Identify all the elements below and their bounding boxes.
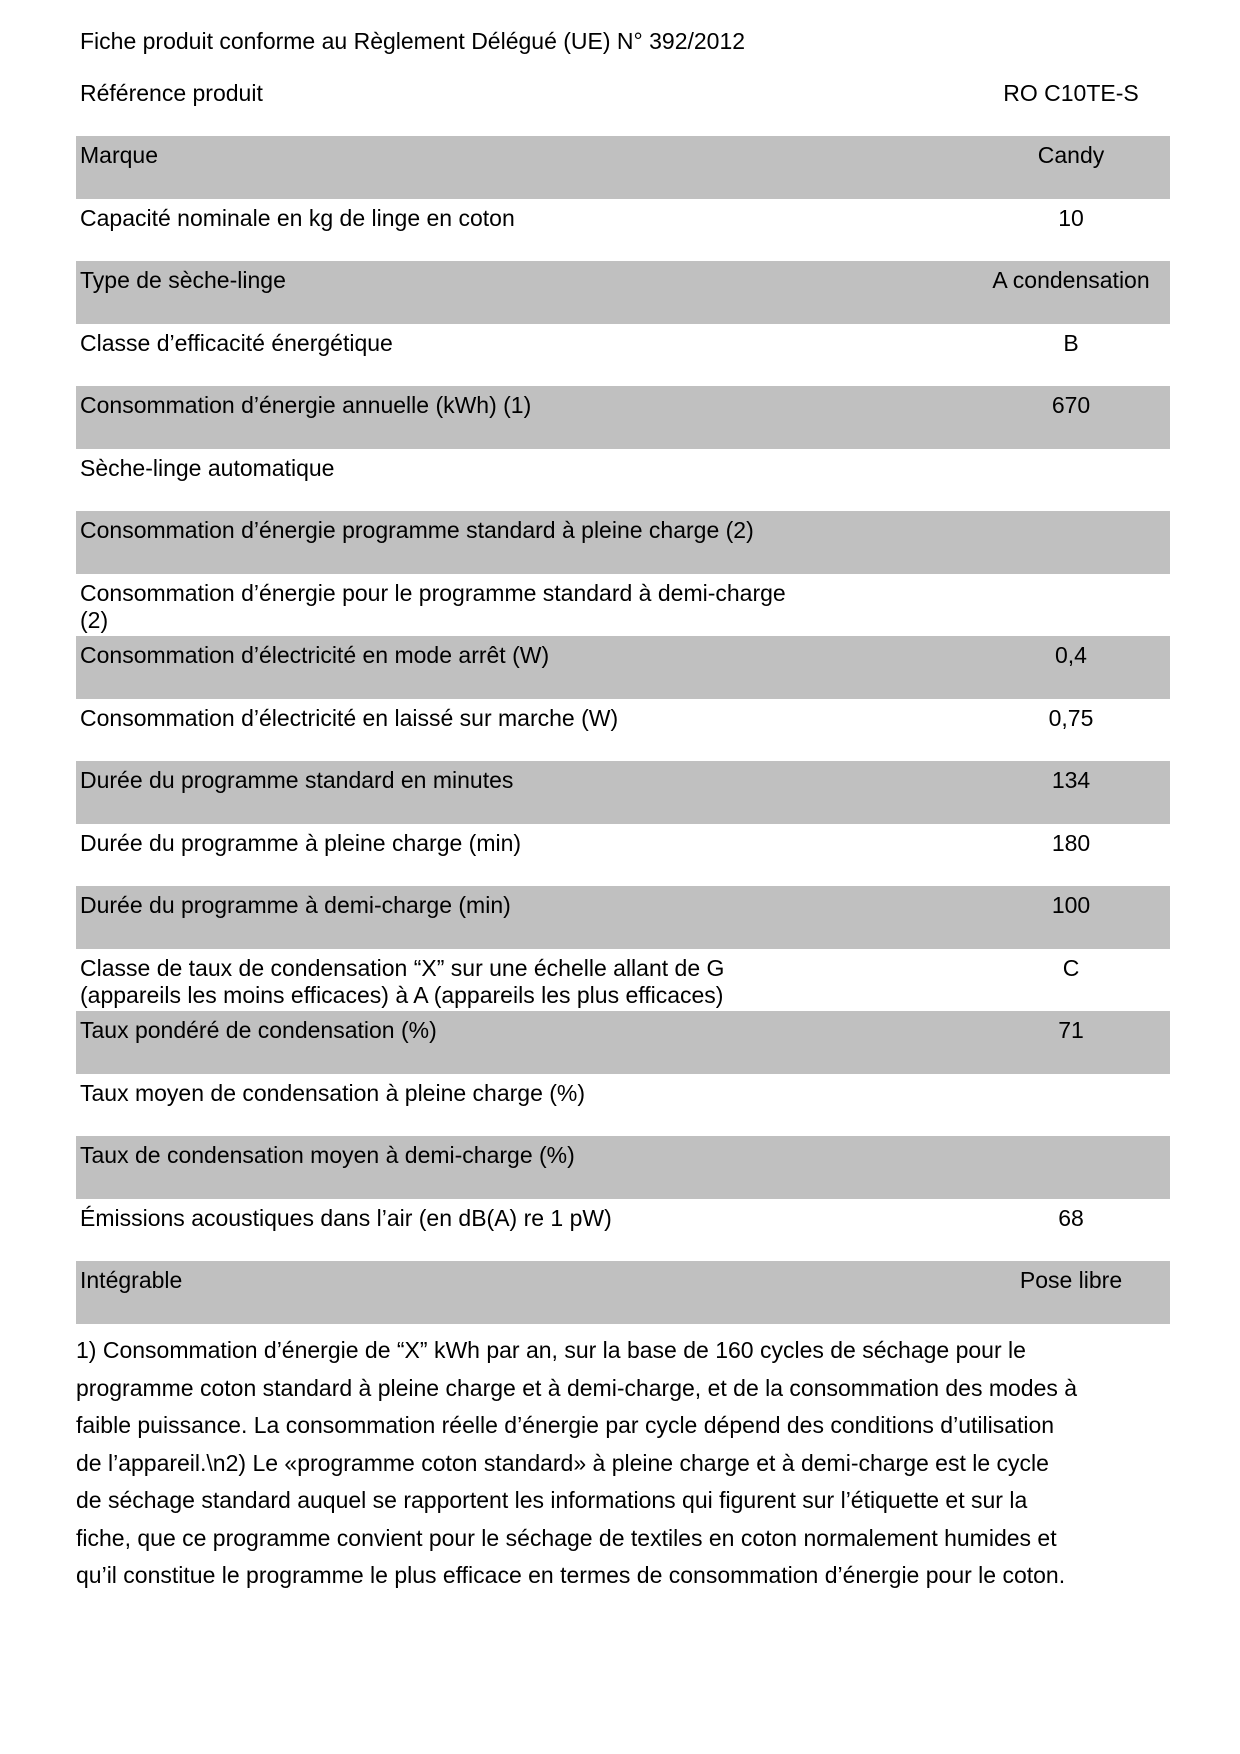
table-row bbox=[76, 136, 1170, 199]
table-row bbox=[76, 261, 1170, 324]
table-row bbox=[76, 386, 1170, 449]
table-row bbox=[76, 324, 1170, 387]
footnote-line: de séchage standard auquel se rapportent les informations qui figurent sur l’étiquette et sur la bbox=[76, 1487, 1028, 1513]
row-value: 670 bbox=[1051, 392, 1091, 418]
row-label: Intégrable bbox=[80, 1267, 183, 1293]
table-row bbox=[76, 1261, 1170, 1324]
row-value: 180 bbox=[1051, 829, 1091, 856]
row-label: Consommation d’énergie programme standard à pleine charge (2) bbox=[80, 517, 754, 543]
table-row bbox=[76, 1199, 1170, 1262]
row-value: 10 bbox=[1058, 204, 1084, 231]
row-label: Consommation d’électricité en laissé sur marche (W) bbox=[80, 704, 619, 731]
footnote-line: fiche, que ce programme convient pour le séchage de textiles en coton normalement humides et bbox=[76, 1524, 1057, 1551]
row-label: Consommation d’électricité en mode arrêt (W) bbox=[80, 642, 550, 668]
row-label: Taux moyen de condensation à pleine charge (%) bbox=[80, 1079, 586, 1106]
footnote bbox=[76, 1332, 1176, 1595]
table-row bbox=[76, 636, 1170, 699]
row-label: Sèche-linge automatique bbox=[80, 454, 335, 481]
table-row bbox=[76, 1074, 1170, 1137]
table-row bbox=[76, 886, 1170, 949]
footnote-line: programme coton standard à pleine charge et à demi-charge, et de la consommation des modes à bbox=[76, 1374, 1078, 1401]
table-row bbox=[76, 199, 1170, 262]
row-label: Durée du programme à demi-charge (min) bbox=[80, 892, 511, 918]
row-label: Capacité nominale en kg de linge en coton bbox=[80, 204, 515, 231]
table-row bbox=[76, 574, 1170, 637]
table-row bbox=[76, 1136, 1170, 1199]
row-value: 0,75 bbox=[1048, 704, 1094, 731]
row-label: Durée du programme à pleine charge (min) bbox=[80, 829, 522, 856]
table-row bbox=[76, 1011, 1170, 1074]
row-label: Durée du programme standard en minutes bbox=[80, 767, 514, 793]
reference-label: Référence produit bbox=[80, 80, 263, 106]
document-title: Fiche produit conforme au Règlement Délégué (UE) N° 392/2012 bbox=[80, 28, 746, 54]
row-value: 100 bbox=[1051, 892, 1091, 918]
footnote-line: 1) Consommation d’énergie de “X” kWh par an, sur la base de 160 cycles de séchage pour le bbox=[76, 1337, 1026, 1363]
row-value: 71 bbox=[1058, 1017, 1084, 1043]
row-value: A condensation bbox=[992, 267, 1150, 293]
table-row bbox=[76, 761, 1170, 824]
reference-row bbox=[76, 78, 1170, 114]
row-label: Classe d’efficacité énergétique bbox=[80, 329, 393, 356]
footnote-line: de l’appareil.\n2) Le «programme coton standard» à pleine charge et à demi-charge est le cycle bbox=[76, 1449, 1049, 1476]
row-value: C bbox=[1062, 954, 1080, 981]
table-row bbox=[76, 511, 1170, 574]
row-value: Pose libre bbox=[1019, 1267, 1123, 1293]
row-label: Taux de condensation moyen à demi-charge (%) bbox=[80, 1142, 575, 1168]
row-value: 0,4 bbox=[1055, 642, 1087, 668]
row-label: Type de sèche-linge bbox=[80, 267, 286, 293]
table-row bbox=[76, 699, 1170, 762]
reference-value: RO C10TE-S bbox=[1003, 80, 1139, 106]
spec-table bbox=[76, 136, 1170, 1324]
row-value: B bbox=[1063, 329, 1079, 356]
footnote-line: qu’il constitue le programme le plus efficace en termes de consommation d’énergie pour le coton. bbox=[76, 1562, 1066, 1588]
footnote-line: faible puissance. La consommation réelle d’énergie par cycle dépend des conditions d’utilisation bbox=[76, 1412, 1055, 1438]
row-value: 68 bbox=[1058, 1204, 1084, 1231]
row-label: Émissions acoustiques dans l’air (en dB(A) re 1 pW) bbox=[80, 1204, 612, 1231]
row-label: Taux pondéré de condensation (%) bbox=[80, 1017, 437, 1043]
row-label: Marque bbox=[80, 142, 158, 168]
row-label: Consommation d’énergie pour le programme standard à demi-charge (2) bbox=[80, 579, 786, 633]
row-label: Classe de taux de condensation “X” sur une échelle allant de G (appareils les moins efficaces) à A (appareils les plus efficaces) bbox=[80, 954, 725, 1008]
table-row bbox=[76, 949, 1170, 1012]
row-value: 134 bbox=[1051, 767, 1091, 793]
row-value: Candy bbox=[1037, 142, 1105, 168]
row-label: Consommation d’énergie annuelle (kWh) (1) bbox=[80, 392, 532, 418]
table-row bbox=[76, 449, 1170, 512]
table-row bbox=[76, 824, 1170, 887]
